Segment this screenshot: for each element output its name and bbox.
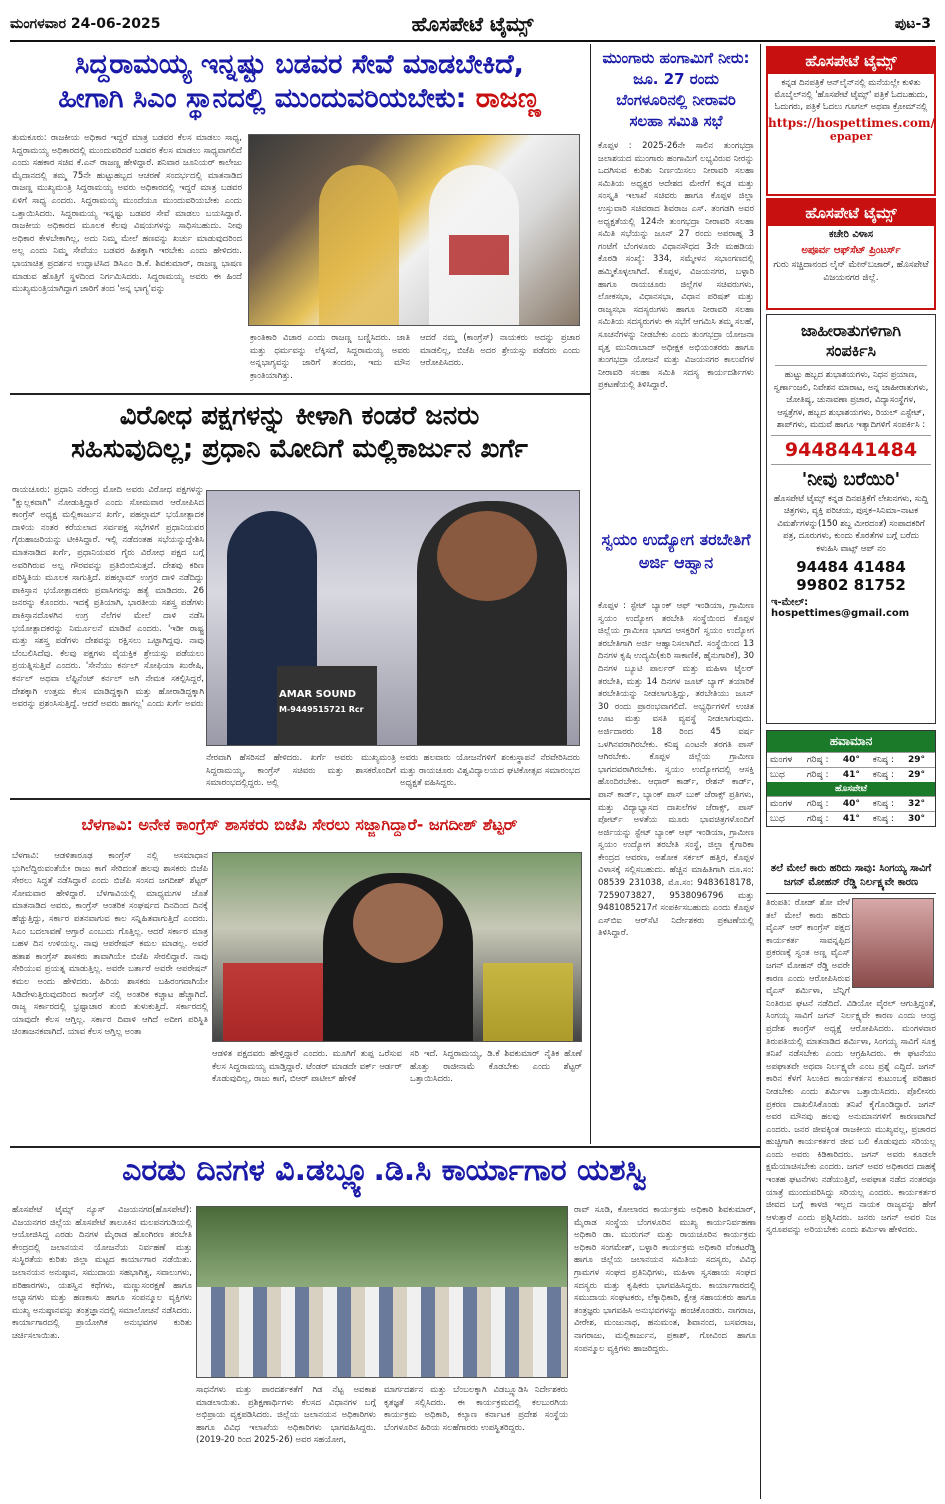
printer-name: ಅಪೂರ್ವ ಆಫ್‌ಸೆಟ್ ಪ್ರಿಂಟರ್ಸ್	[801, 245, 901, 256]
weather-min-label: ಕನಿಷ್ಠ :	[870, 812, 905, 827]
column-divider	[760, 44, 761, 1499]
ads-title-1: ಜಾಹೀರಾತುಗಳಿಗಾಗಿ	[800, 321, 902, 340]
newspaper-name: ಹೊಸಪೇಟೆ ಟೈಮ್ಸ್	[411, 12, 534, 36]
story-3-caption-right: ಸರಿ ಇದೆ. ಸಿದ್ದರಾಮಯ್ಯ, ಡಿ.ಕೆ ಶಿವಕುಮಾರ್ ನೈತಿಕ ಹೊಣೆ ಹೊತ್ತು ರಾಜೀನಾಮೆ ಕೊಡಬೇಕು ಎಂದು ಶೆಟ್ಟರ್ ಒತ್ತಾಯಿಸಿದರು.	[410, 1049, 582, 1085]
story-divider	[10, 393, 590, 395]
page-number: ಪುಟ-3	[894, 16, 931, 32]
weather-table	[767, 752, 935, 782]
weather-min: 29°	[905, 768, 935, 783]
write-to-us-text: ಹೊಸಪೇಟೆ ಟೈಮ್ಸ್ ಕನ್ನಡ ದಿನಪತ್ರಿಕೆಗೆ ಲೇಖನಗಳು, ಸುದ್ದಿ ಚಿತ್ರಗಳು, ವ್ಯಕ್ತಿ ಪರಿಚಯ, ಪುಸ್ತಕ–ಸಿನಿಮಾ–ನಾಟಕ ವಿಮರ್ಶೆಗಳನ್ನು(150 ಶಬ್ದ ಮೀರದಂತೆ) ಸಂಪಾದಕರಿಗೆ ಪತ್ರ, ದೂರುಗಳು, ಕುಂದು ಕೊರತೆಗಳ ಬಗ್ಗೆ ಬರೆದು ಕಳುಹಿಸಿ ವಾಟ್ಸ್ ಆಪ್ ನಂ	[773, 493, 929, 554]
weather-day: ಬುಧ	[767, 768, 804, 783]
story-4-caption-2: ಮಾರ್ಗದರ್ಶನ ಮತ್ತು ಬೆಂಬಲಕ್ಕಾಗಿ ವಿಡಬ್ಲ್ಯೂಡಿಸಿ ನಿರ್ದೇಶಕರು ಕೃತಜ್ಞತೆ ಸಲ್ಲಿಸಿದರು. ಈ ಕಾರ್ಯಕ್ರಮದಲ್ಲಿ ಕಲಬುರಗಿಯ ಕಾರ್ಯಕ್ರಮ ಅಧಿಕಾರಿ, ಕಲ್ಯಾಣ ಕರ್ನಾಟಕ ಪ್ರದೇಶ ಸಂಸ್ಥೆಯ ಬೆಂಗಳೂರಿನ ಹಿರಿಯ ಸಲಹೆಗಾರರು ಉಪಸ್ಥಿತರಿದ್ದರು.	[384, 1385, 568, 1433]
email-address[interactable]: hospettimes@gmail.com	[771, 608, 910, 619]
story-2	[12, 400, 587, 465]
story-1-headline-highlight: ರಾಜಣ್ಣ	[475, 82, 541, 114]
story-4-right-column: ರಾವ್ ಸೂಡಿ, ಕೋಲಾರದ ಕಾರ್ಯಕ್ರಮ ಅಧಿಕಾರಿ ಶಿವಕುಮಾರ್, ಮೈರಾಡ ಸಂಸ್ಥೆಯ ಬೆಂಗಳೂರಿನ ಮುಖ್ಯ ಕಾರ್ಯನಿರ್ವಹಣಾ ಅಧಿಕಾರಿ ಡಾ. ಮುರುಗನ್ ಮತ್ತು ರಾಯಚೂರಿನ ಕಾರ್ಯಕ್ರಮ ಅಧಿಕಾರಿ ಸಂಗಮೇಶ್, ಬಳ್ಳಾರಿ ಕಾರ್ಯಕ್ರಮ ಅಧಿಕಾರಿ ವೆಂಕಟರೆಡ್ಡಿ ಹಾಗೂ ಜಿಲ್ಲೆಯ ಜಲಾನಯನ ಸಮಿತಿಯ ಸದಸ್ಯರು, ವಿವಿಧ ಗ್ರಾಮಗಳ ಸಂಘದ ಪ್ರತಿನಿಧಿಗಳು, ಮಹಿಳಾ ಸ್ವಸಹಾಯ ಸಂಘದ ಸದಸ್ಯರು ಮತ್ತು ಕೃಷಿಕರು ಭಾಗವಹಿಸಿದ್ದರು. ಕಾರ್ಯಾಗಾರದಲ್ಲಿ ಸಮುದಾಯ ಸಂಘಟಕರು, ಲೆಕ್ಕಾಧಿಕಾರಿ, ಕ್ಷೇತ್ರ ಸಹಾಯಕರು ಹಾಗೂ ತಂತ್ರಜ್ಞರು ಭಾಗವಹಿಸಿ ಅನುಭವಗಳನ್ನು ಹಂಚಿಕೊಂಡರು. ನಾಗರಾಜ, ವೀರೇಶ, ಮಂಜುನಾಥ, ಹನುಮಂತ, ಶಿವಾನಂದ, ಬಸವರಾಜ, ನಾಗರಾಜು, ಮಲ್ಲಿಕಾರ್ಜುನ, ಪ್ರಕಾಶ್, ಗೋವಿಂದ ಹಾಗೂ ಸಂಪನ್ಮೂಲ ವ್ಯಕ್ತಿಗಳು ಹಾಜರಿದ್ದರು.	[574, 1205, 756, 1354]
story-4-caption-1: ಸಾಧನೆಗಳು ಮತ್ತು ಪಾರದರ್ಶಕತೆಗೆ ಗಿಡ ನೆಟ್ಟ ಅವಕಾಶ ಮಾಡಲಾಯಿತು. ಪ್ರಶಿಕ್ಷಣಾರ್ಥಿಗಳು ಕೆಲಸದ ವಿಧಾನಗಳ ಬಗ್ಗೆ ಅಭಿಪ್ರಾಯ ವ್ಯಕ್ತಪಡಿಸಿದರು. ಜಿಲ್ಲೆಯ ಜಲಾನಯನ ಅಧಿಕಾರಿಗಳು ಹಾಗೂ ವಿವಿಧ ಇಲಾಖೆಯ ಅಧಿಕಾರಿಗಳು ಭಾಗವಹಿಸಿದ್ದರು. (2019-20 ರಿಂದ 2025-26) ಅವರ ಸಹಯೋಗ,	[196, 1385, 376, 1446]
col3-story1-body: ಕೊಪ್ಪಳ : 2025-26ನೇ ಸಾಲಿನ ತುಂಗಭದ್ರಾ ಜಲಾಶಯದ ಮುಂಗಾರು ಹಂಗಾಮಿಗೆ ಲಭ್ಯವಿರುವ ನೀರನ್ನು ಒದಗಿಸುವ ಕುರಿತು ನಿರ್ಣಯಿಸಲು ನೀರಾವರಿ ಸಲಹಾ ಸಮಿತಿಯ ಅಧ್ಯಕ್ಷರ ಆದೇಶದ ಮೇರೆಗೆ ಕನ್ನಡ ಮತ್ತು ಸಂಸ್ಕೃತಿ ಇಲಾಖೆ ಸಚಿವರು ಹಾಗೂ ಕೊಪ್ಪಳ ಜಿಲ್ಲಾ ಉಸ್ತುವಾರಿ ಸಚಿವರಾದ ಶಿವರಾಜ ಎಸ್. ತಂಗಡಗಿ ಅವರ ಅಧ್ಯಕ್ಷತೆಯಲ್ಲಿ 124ನೇ ತುಂಗಭದ್ರಾ ನೀರಾವರಿ ಸಲಹಾ ಸಮಿತಿ ಸಭೆಯನ್ನು ಜೂನ್ 27 ರಂದು ಅಪರಾಹ್ನ 3 ಗಂಟೆಗೆ ಬೆಂಗಳೂರು ವಿಧಾನಸೌಧದ 3ನೇ ಮಹಡಿಯ ಕೊಠಡಿ ಸಂಖ್ಯೆ: 334, ಸಮ್ಮೇಳನ ಸಭಾಂಗಣದಲ್ಲಿ ಹಮ್ಮಿಕೊಳ್ಳಲಾಗಿದೆ. ಕೊಪ್ಪಳ, ವಿಜಯನಗರ, ಬಳ್ಳಾರಿ ಹಾಗೂ ರಾಯಚೂರು ಜಿಲ್ಲೆಗಳ ಸಚಿವರುಗಳು, ಲೋಕಸಭಾ, ವಿಧಾನಸಭಾ, ವಿಧಾನ ಪರಿಷತ್ ಮತ್ತು ರಾಜ್ಯಸಭಾ ಸದಸ್ಯರುಗಳು ಹಾಗೂ ನೀರಾವರಿ ಸಲಹಾ ಸಮಿತಿಯ ಸದಸ್ಯರುಗಳು ಈ ಸಭೆಗೆ ಆಗಮಿಸಿ ತಮ್ಮ ಸಲಹೆ, ಸೂಚನೆಗಳನ್ನು ನೀಡಬೇಕು ಎಂದು ತುಂಗಭದ್ರಾ ಯೋಜನಾ ವೃತ್ತ ಮುನಿರಾಬಾದ್ ಅಧೀಕ್ಷಕ ಅಭಿಯಂತರರು ಹಾಗೂ ತುಂಗಭದ್ರಾ ಯೋಜನೆ ಮತ್ತು ವಿಜಯನಗರ ಕಾಲುವೆಗಳ ನೀರಾವರಿ ಸಲಹಾ ಸಮಿತಿ ಸದಸ್ಯ ಕಾರ್ಯದರ್ಶಿಗಳು ಪ್ರಕಟಣೆಯಲ್ಲಿ ತಿಳಿಸಿದ್ದಾರೆ.	[598, 141, 754, 391]
story-divider	[10, 1146, 760, 1148]
story-3-photo	[212, 852, 582, 1042]
weather-max: 40°	[840, 753, 870, 768]
weather-max: 41°	[840, 812, 870, 827]
epaper-ad-text: ಕನ್ನಡ ದಿನಪತ್ರಿಕೆ ಆನ್‌ಲೈನ್‌ನಲ್ಲಿ ಮನೆಯಲ್ಲೇ ಕುಳಿತು ಮೊಬೈಲ್‌ನಲ್ಲಿ 'ಹೊಸಪೇಟೆ ಟೈಮ್ಸ್' ಪತ್ರಿಕೆ ಓದಬಹುದು, ಓದುಗರು, ಪತ್ರಿಕೆ ಓದಲು ಗೂಗಲ್ ಅಥವಾ ಕ್ರೋಮ್‌ನಲ್ಲಿ	[774, 78, 928, 112]
weather-min-label: ಕನಿಷ್ಠ :	[870, 753, 905, 768]
story-2-caption-left: ನೇರವಾಗಿ ಹೆಸರಿಸದೆ ಹೇಳಿದರು. ಖರ್ಗೆ ಅವರು ಮುಖ್ಯಮಂತ್ರಿ ಸಿದ್ದರಾಮಯ್ಯ, ಕಾಂಗ್ರೆಸ್ ಸಚಿವರು ಮತ್ತು ಶಾಸಕರೊಂದಿಗೆ ಸಮಾರಂಭದಲ್ಲಿದ್ದರು. ಅಲ್ಲಿ	[206, 753, 396, 789]
weather-row	[767, 768, 935, 783]
weather-min: 32°	[905, 797, 935, 812]
photo-label-amar-sound: AMAR SOUND	[279, 689, 357, 700]
weather-max-label: ಗರಿಷ್ಠ :	[804, 812, 840, 827]
weather-max: 40°	[840, 797, 870, 812]
weather-day: ಬುಧ	[767, 812, 804, 827]
story-2-headline-line1: ವಿರೋಧ ಪಕ್ಷಗಳನ್ನು ಕೀಳಾಗಿ ಕಂಡರೆ ಜನರು	[119, 401, 480, 431]
epaper-ad-title: ಹೊಸಪೇಟೆ ಟೈಮ್ಸ್	[768, 48, 934, 74]
column-divider	[590, 44, 591, 1144]
story-2-body: ರಾಯಚೂರು: ಪ್ರಧಾನಿ ನರೇಂದ್ರ ಮೋದಿ ಅವರು ವಿರೋಧ ಪಕ್ಷಗಳನ್ನು "ಕ್ಷುಲ್ಲಕವಾಗಿ" ನೋಡುತ್ತಿದ್ದಾರೆ ಎಂದು ಸೋಮವಾರ ಆರೋಪಿಸಿದ ಕಾಂಗ್ರೆಸ್ ಅಧ್ಯಕ್ಷ ಮಲ್ಲಿಕಾರ್ಜುನ ಖರ್ಗೆ, ಪಹಲ್ಗಾಮ್ ಭಯೋತ್ಪಾದಕ ದಾಳಿಯ ನಂತರ ಕರೆಯಲಾದ ಸರ್ವಪಕ್ಷ ಸಭೆಗಳಿಗೆ ಪ್ರಧಾನಿಯವರ ಗೈರುಹಾಜರಿಯನ್ನು ಟೀಕಿಸಿದ್ದಾರೆ. ಇಲ್ಲಿ ನಡೆದಂತಹ ಸಭೆಯನ್ನುದ್ದೇಶಿಸಿ ಮಾತನಾಡಿದ ಖರ್ಗೆ, ಪ್ರಧಾನಿಯವರ ಗೈರು ವಿರೋಧ ಪಕ್ಷದ ಬಗ್ಗೆ ಅವರಿಗಿರುವ ಅಲ್ಪ ಗೌರವವನ್ನು ಪ್ರತಿಬಿಂಬಿಸುತ್ತದೆ. ದೇಶವು ಕಠಿಣ ಪರಿಸ್ಥಿತಿಯ ಮೂಲಕ ಸಾಗುತ್ತಿದೆ. ಪಹಲ್ಗಾಮ್ ಉಗ್ರರ ದಾಳಿ ನಡೆದಿದ್ದು ಪಾಕಿಸ್ತಾನ ಭಯೋತ್ಪಾದಕರು ಪ್ರವಾಸಿಗರನ್ನು ಹತ್ಯೆ ಮಾಡಿದರು. 26 ಜನರನ್ನು ಕೊಂದರು. ಇದಕ್ಕೆ ಪ್ರತಿಯಾಗಿ, ಭಾರತೀಯ ಸಶಸ್ತ್ರ ಪಡೆಗಳು ಪಾಕಿಸ್ತಾನದೊಳಗಿನ ಉಗ್ರ ನೆಲೆಗಳ ಮೇಲೆ ದಾಳಿ ನಡೆಸಿ ಭಯೋತ್ಪಾದಕರನ್ನು ನಿರ್ಮೂಲನೆ ಮಾಡಿವೆ ಎಂದರು. 'ಇಡೀ ರಾಷ್ಟ್ರ ಮತ್ತು ಸಶಸ್ತ್ರ ಪಡೆಗಳು ದೇಶವನ್ನು ರಕ್ಷಿಸಲು ಒಟ್ಟಾಗಿದ್ದವು. ನಾವು ಬೆಂಬಲಿಸಿದೆವು. ಕೆಲವು ಪಕ್ಷಗಳು ವೈಯಕ್ತಿಕ ಶ್ರೇಯಸ್ಸು ಪಡೆಯಲು ಪ್ರಯತ್ನಿಸುತ್ತಿವೆ ಎಂದರು. 'ಸೇನೆಯು ಕರ್ನಲ್ ಸೋಫಿಯಾ ಖುರೇಷಿ, ಕರ್ನಲ್ ಅಥವಾ ಲೆಫ್ಟಿನೆಂಟ್ ಕರ್ನಲ್ ಅಗಿ ನೇಮಕ ಸಕಲ್ಪಿಸಿದ್ದರೆ, ದೇಶಕ್ಕಾಗಿ ಉತ್ತಮ ಕೆಲಸ ಮಾಡಿದ್ದಕ್ಕಾಗಿ ಮತ್ತು ಹೋರಾಡಿದ್ದಕ್ಕಾಗಿ ಅವರನ್ನು ಪ್ರಶಂಸಿಸುತ್ತಿದ್ದೆ. ಆದರೆ ಅವರು ಹಾಗಲ್ಲ' ಎಂದು ಖರ್ಗೆ ಅವರು	[12, 485, 204, 710]
weather-max-label: ಗರಿಷ್ಠ :	[804, 768, 840, 783]
weather-row	[767, 812, 935, 827]
side-story-photo	[852, 898, 934, 988]
office-label: ಕಚೇರಿ ವಿಳಾಸ	[828, 229, 874, 240]
story-1-photo	[248, 134, 580, 326]
col3-story1-headline: ಮುಂಗಾರು ಹಂಗಾಮಿಗೆ ನೀರು: ಜೂ. 27 ರಂದು ಬೆಂಗಳೂರಿನಲ್ಲಿ ನೀರಾವರಿ ಸಲಹಾ ಸಮಿತಿ ಸಭೆ	[602, 49, 750, 130]
side-story-headline: ತಲೆ ಮೇಲೆ ಕಾರು ಹರಿದು ಸಾವು: ಸಿಂಗಯ್ಯ ಸಾವಿಗೆ ಜಗನ್ ಮೋಹನ್ ರೆಡ್ಡಿ ನಿರ್ಲಕ್ಷ್ಯವೇ ಕಾರಣ	[766, 862, 936, 894]
office-address-ad	[766, 198, 936, 310]
office-ad-title: ಹೊಸಪೇಟೆ ಟೈಮ್ಸ್	[768, 200, 934, 226]
issue-date: ಮಂಗಳವಾರ 24-06-2025	[10, 16, 161, 32]
weather-min: 30°	[905, 812, 935, 827]
story-4-headline: ಎರಡು ದಿನಗಳ ವಿ.ಡಬ್ಲ್ಯೂ.ಡಿ.ಸಿ ಕಾರ್ಯಾಗಾರ ಯಶಸ್ವಿ	[122, 1153, 647, 1188]
story-3-body: ಬೆಳಗಾವಿ: ಆಡಳಿತಾರೂಢ ಕಾಂಗ್ರೆಸ್ ನಲ್ಲಿ ಅಸಮಾಧಾನ ಭುಗಿಲೆದ್ದಿರುವಂತೆಯೇ ರಾಜು ಕಾಗೆ ಸೇರಿದಂತೆ ಹಲವು ಶಾಸಕರು ಬಿಜೆಪಿ ಸೇರಲು ಸಿದ್ಧತೆ ನಡೆಸಿದ್ದಾರೆ ಎಂದು ಬಿಜೆಪಿ ಸಂಸದ ಜಗದೀಶ್ ಶೆಟ್ಟರ್ ಸೋಮವಾರ ಹೇಳಿದ್ದಾರೆ. ಬೆಳಗಾವಿಯಲ್ಲಿ ಮಾಧ್ಯಮಗಳ ಜೊತೆ ಮಾತನಾಡಿದ ಅವರು, ಕಾಂಗ್ರೆಸ್ ಆಂತರಿಕ ಸಂಘರ್ಷದ ದಿನದಿಂದ ದಿನಕ್ಕೆ ಹೆಚ್ಚುತ್ತಿದ್ದು, ಸರ್ಕಾರ ಪತನವಾಗುವ ಕಾಲ ಸನ್ನಿಹಿತವಾಗುತ್ತಿದೆ ಎಂದರು. ಸಿಎಂ ಬದಲಾವಣೆ ಆಗ್ತಾರೆ ಎಂಬುದು ಗೊತ್ತಿಲ್ಲ. ಆದರೆ ಸರ್ಕಾರ ಮಾತ್ರ ಬಹಳ ದಿನ ಉಳಿಯಲ್ಲ. ನಾವು ಆಪರೇಷನ್ ಕಮಲ ಮಾಡಲ್ಲ. ಅವರೆ ಹತಾಶ ಕಾಂಗ್ರೆಸ್ ಶಾಸಕರು ತಾವಾಗಿಯೇ ಬಿಜೆಪಿ ಸೇರಲಿದ್ದಾರೆ. ನಾವು ಸೇರಿಯುವ ಪ್ರಯತ್ನ ಮಾಡುತ್ತಿಲ್ಲ. ಅವರೇ ಬರ್ತಾರೆ ಅವರೇ ಆಪರೇಷನ್ ಕಮಲ ಅಂದು ಹೇಳಿದರು. ಹಿರಿಯ ಶಾಸಕರು ಬಹಿರಂಗವಾಗಿಯೇ ಸಿಡಿದೇಳುತ್ತಿರುವುದರಿಂದ ಕಾಂಗ್ರೆಸ್ ನಲ್ಲಿ ಅಂತರಿಕ ಕಚ್ಚಾಟ ಹೆಚ್ಚಾಗಿದೆ. ರಾಜ್ಯ ಸರ್ಕಾರದಲ್ಲಿ ಭ್ರಷ್ಟಾಚಾರ ತುಂಬಿ ತುಳುಕುತ್ತಿದೆ. ಸರ್ಕಾರದಲ್ಲಿ ಯಾವುದೇ ಕೆಲಸ ಆಗ್ತಿಲ್ಲ. ಸರ್ಕಾರ ದಿವಾಳಿ ಆಗಿದೆ ಅದೀಗ ಪರಿಸ್ಥಿತಿ ಚಿಂತಾಜನಕವಾಗಿದೆ. ಯಾವ ಕೆಲಸ ಆಗ್ತಿಲ್ಲ ಅಂತಾ	[12, 851, 208, 1038]
story-1-caption-left: ಕ್ರಾಂತಿಕಾರಿ ವಿಚಾರ ಎಂದು ರಾಜಣ್ಣ ಬಣ್ಣಿಸಿದರು. ಜಾತಿ ಮತ್ತು ಧರ್ಮವನ್ನು ಲೆಕ್ಕಿಸದೆ, ಸಿದ್ದರಾಮಯ್ಯ ಅವರು ಅನ್ನಭಾಗ್ಯವನ್ನು ಜಾರಿಗೆ ತಂದರು, ಇದು ಮೌನ ಕ್ರಾಂತಿಯಾಗಿತ್ತು.	[250, 333, 410, 381]
photo-label-phone: M-9449515721 Rcr	[279, 705, 364, 714]
ads-contact-box	[766, 314, 936, 724]
weather-max-label: ಗರಿಷ್ಠ :	[804, 753, 840, 768]
weather-city-title: ಹೊಸಪೇಟೆ	[767, 782, 935, 796]
story-4-body: ಹೊಸಪೇಟೆ ಟೈಮ್ಸ್ ನ್ಯೂಸ್ ವಿಜಯನಗರ(ಹೊಸಪೇಟೆ): ವಿಜಯನಗರ ಜಿಲ್ಲೆಯ ಹೊಸಪೇಟೆ ತಾಲೂಕಿನ ಮಲಪನಗುಡಿಯಲ್ಲಿ ಆಯೋಜಿಸಿದ್ದ ಎರಡು ದಿನಗಳ ಮೈರಾಡ ಹೊಂಗಿರಣ ತರಬೇತಿ ಕೇಂದ್ರದಲ್ಲಿ ಜಲಾನಯನ ಯೋಜನೆಯ ನಿರ್ವಹಣೆ ಮತ್ತು ಸುಸ್ಥಿರತೆಯ ಕುರಿತು ಜಿಲ್ಲಾ ಮಟ್ಟದ ಕಾರ್ಯಾಗಾರ ನಡೆಯಿತು. ಜಲಾನಯನ ಅನುಷ್ಠಾನ, ಸಮುದಾಯ ಸಹಭಾಗಿತ್ವ, ಸವಾಲುಗಳು, ಪರಿಹಾರಗಳು, ಯಶಸ್ವಿನ ಕಥೆಗಳು, ಮಣ್ಣುಸಂರಕ್ಷಣೆ ಹಾಗೂ ಅಭ್ಯಾಸಗಳು ಮತ್ತು ಹಣಕಾಸು ಹಾಗೂ ಸಂಪನ್ಮೂಲ ವ್ಯಕ್ತಿಗಳು ಮುಖ್ಯ ಅನುಷ್ಠಾನವನ್ನು ತಂತ್ರಜ್ಞಾನದಲ್ಲಿ ಸಮಾಲೋಚನೆ ನಡೆಸಿದರು. ಕಾರ್ಯಾಗಾರದಲ್ಲಿ ಪ್ರಾಯೋಗಿಕ ಅನುಭವಗಳ ಕುರಿತು ಚರ್ಚಿಸಲಾಯಿತು.	[12, 1205, 192, 1341]
weather-row	[767, 753, 935, 768]
story-4-photo	[196, 1206, 568, 1378]
story-1-caption-right: ಆದರೆ ನಮ್ಮ (ಕಾಂಗ್ರೆಸ್) ನಾಯಕರು ಅದನ್ನು ಪ್ರಚಾರ ಮಾಡಲಿಲ್ಲ, ಬಿಜೆಪಿ ಅದರ ಶ್ರೇಯಸ್ಸು ಪಡೆದರು ಎಂದು ಆರೋಪಿಸಿದರು.	[420, 333, 580, 369]
epaper-label: epaper	[829, 130, 873, 143]
weather-title: ಹವಾಮಾನ	[767, 731, 935, 752]
weather-day: ಮಂಗಳ	[767, 753, 804, 768]
story-1-headline-line2: ಹೀಗಾಗಿ ಸಿಎಂ ಸ್ಥಾನದಲ್ಲಿ ಮುಂದುವರಿಯಬೇಕು:	[58, 82, 476, 114]
story-3-caption-left: ಆಡಳಿತ ಪಕ್ಷದವರು ಹೇಳ್ತಿದ್ದಾರೆ ಎಂದರು. ಮೂಗಿಗೆ ತುಪ್ಪ ಒರೆಸುವ ಕೆಲಸ ಸಿದ್ದರಾಮಯ್ಯ ಮಾಡ್ತಿದ್ದಾರೆ. ಟೆಂಡರ್ ಮಾಡದೇ ವರ್ಕ್ ಆರ್ಡರ್ ಕೊಡುವುದಿಲ್ಲ, ರಾಜು ಕಾಗೆ, ಬಿಆರ್ ಪಾಟೀಲ್ ಹೇಳಿಕೆ	[212, 1049, 402, 1085]
story-2-caption-right: ಅವರು ಹಲವಾರು ಯೋಜನೆಗಳಿಗೆ ಶಂಕುಸ್ಥಾಪನೆ ನೆರವೇರಿಸಿದರು ಮತ್ತು ರಾಯಚೂರು ವಿಶ್ವವಿದ್ಯಾಲಯದ ಘಟಿಕೋತ್ಸವ ಸಮಾರಂಭದ ಅಧ್ಯಕ್ಷತೆ ವಹಿಸಿದ್ದರು.	[400, 753, 580, 789]
weather-min: 29°	[905, 753, 935, 768]
weather-table-city	[767, 796, 935, 826]
story-1-body: ತುಮಕೂರು: ರಾಜಕೀಯ ಅಧಿಕಾರ ಇದ್ದರೆ ಮಾತ್ರ ಬಡವರ ಕೆಲಸ ಮಾಡಲು ಸಾಧ್ಯ, ಸಿದ್ದರಾಮಯ್ಯ ಅಧಿಕಾರದಲ್ಲಿ ಮುಂದುವರಿದರೆ ಬಡವರ ಕೆಲಸ ಮಾಡಲು ಸಾಧ್ಯವಾಗಲಿದೆ ಎಂದು ಸಹಕಾರ ಸಚಿವ ಕೆ.ಎನ್ ರಾಜಣ್ಣ ಹೇಳಿದ್ದಾರೆ. ಶನಿವಾರ ಜೂನಿಯರ್ ಕಾಲೇಜು ಮೈದಾನದಲ್ಲಿ ತಮ್ಮ 75ನೇ ಹುಟ್ಟುಹಬ್ಬದ ಆಚರಣೆ ಸಂದರ್ಭದಲ್ಲಿ ಮಾತನಾಡಿದ ರಾಜಣ್ಣ ಮುಖ್ಯಮಂತ್ರಿ ಸಿದ್ದರಾಮಯ್ಯ ಅವರು ಅಧಿಕಾರದಲ್ಲಿ ಇದ್ದರೆ ಮಾತ್ರ ಬಡವರ ಏಳಿಗೆ ಸಾಧ್ಯ ಎಂದರು. ಸಿದ್ದರಾಮಯ್ಯ ಮುಂದೆಯೂ ಮುಂದುವರಿಯಬೇಕು ಎಂದು ಒತ್ತಾಯಿಸಿದರು. ಸಿದ್ದರಾಮಯ್ಯ ಇನ್ನಷ್ಟು ಬಡವರ ಸೇವೆ ಮಾಡಲು ಬಯಸಿದ್ದಾರೆ. ರಾಜಕೀಯ ಅಧಿಕಾರದ ಮೂಲಕ ಕೆಲವು ವಿಷಯಗಳನ್ನು ಸಾಧಿಸಬಹುದು. ನೀವು ಅಧಿಕಾರ ಕೇಳಬೇಕಾಗಿಲ್ಲ, ಅದು ನಿಮ್ಮ ಮೇಲೆ ಹಣವನ್ನು ಖರ್ಚು ಮಾಡುವುದರಿಂದ ಅಲ್ಲ ಎಂದು ನಿಮ್ಮ ಸೇವೆಯು ಬಡವರ ಹಿತಕ್ಕಾಗಿ ಇರಬೇಕು ಎಂದು ಹೇಳಿದರು. ಭಾಯಾಚಿತ್ರ ಪ್ರದರ್ಶನ ಉದ್ಘಾಟಿಸಿದ ಡಿಸಿಎಂ ಡಿ.ಕೆ. ಶಿವಕುಮಾರ್, ರಾಜಣ್ಣ ಭಾಷಣ ಮಾಡುವ ಹೊತ್ತಿಗೆ ಸ್ಥಳದಿಂದ ನಿರ್ಗಮಿಸಿದರು. ಸಿದ್ದರಾಮಯ್ಯ ಅವರು ಈ ಹಿಂದೆ ಮುಖ್ಯಮಂತ್ರಿಯಾಗಿದ್ದಾಗ ಜಾರಿಗೆ ತಂದ 'ಅನ್ನ ಭಾಗ್ಯ'ವನ್ನು	[12, 133, 242, 295]
story-1	[12, 48, 587, 116]
office-address: ಗುರು ಸಚ್ಚಿದಾನಂದ ಲೈನ್ ಮೇನ್‌ಬಜಾರ್, ಹೊಸಪೇಟೆ ವಿಜಯನಗರ ಜಿಲ್ಲೆ.	[773, 260, 929, 283]
col3-story2-headline: ಸ್ವಯಂ ಉದ್ಯೋಗ ತರಬೇತಿಗೆ ಅರ್ಜಿ ಆಹ್ವಾನ	[601, 530, 751, 572]
whatsapp-phone-1[interactable]: 94484 41484	[796, 558, 906, 576]
story-2-headline-line2: ಸಹಿಸುವುದಿಲ್ಲ; ಪ್ರಧಾನಿ ಮೋದಿಗೆ ಮಲ್ಲಿಕಾರ್ಜುನ ಖರ್ಗೆ	[71, 433, 528, 464]
story-3-headline: ಬೆಳಗಾವಿ: ಅನೇಕ ಕಾಂಗ್ರೆಸ್ ಶಾಸಕರು ಬಿಜೆಪಿ ಸೇರಲು ಸಜ್ಜಾಗಿದ್ದಾರೆ- ಜಗದೀಶ್ ಶೆಟ್ಟರ್	[81, 815, 518, 834]
weather-max-label: ಗರಿಷ್ಠ :	[804, 797, 840, 812]
weather-min-label: ಕನಿಷ್ಠ :	[870, 797, 905, 812]
ads-description: ಹುಟ್ಟು ಹಬ್ಬದ ಶುಭಾಶಯಗಳು, ನಿಧನ ಪ್ರಯಾಣ, ಸ್ವರ್ಣಾಂಜಲಿ, ನಿವೇಶನ ಮಾರಾಟ, ಅನ್ನ ಜಾಹೀರಾತುಗಳು, ಜೋತಿಷ್ಯ, ಚುನಾವಣಾ ಪ್ರಚಾರ, ವಿದ್ಯಾಸಂಸ್ಥೆಗಳ, ಆಸ್ಪತ್ರೆಗಳ, ಹಬ್ಬದ ಶುಭಾಶಯಗಳು, ರಿಯಲ್ ಎಸ್ಟೇಟ್, ಶಾಪ್‌ಗಳು, ಮದುವೆ ಹಾಗೂ ಇತ್ಯಾದಿಗಳಿಗೆ ಸಂಪರ್ಕಿಸಿ :	[773, 370, 929, 430]
epaper-url-link[interactable]: https://hospettimes.com/	[768, 116, 935, 130]
side-story	[766, 862, 936, 1489]
weather-day: ಮಂಗಳ	[767, 797, 804, 812]
ads-title-2: ಸಂಪರ್ಕಿಸಿ	[775, 341, 927, 366]
col3-story2-body: ಕೊಪ್ಪಳ : ಸ್ಟೇಟ್ ಬ್ಯಾಂಕ್ ಆಫ್ ಇಂಡಿಯಾ, ಗ್ರಾಮೀಣ ಸ್ವಯಂ ಉದ್ಯೋಗ ತರಬೇತಿ ಸಂಸ್ಥೆಯಿಂದ ಕೊಪ್ಪಳ ಜಿಲ್ಲೆಯ ಗ್ರಾಮೀಣ ಭಾಗದ ಆಸಕ್ತರಿಗೆ ಸ್ವಯಂ ಉದ್ಯೋಗ ತರಬೇತಿಗಾಗಿ ಅರ್ಜಿ ಆಹ್ವಾನಿಸಲಾಗಿದೆ. ಸಂಸ್ಥೆಯಿಂದ 13 ದಿನಗಳ ಕೃಷಿ ಉದ್ಯಮಿ(ಕುರಿ ಸಾಕಾಣಿಕೆ, ಹೈನುಗಾರಿಕೆ), 30 ದಿನಗಳ ಬ್ಯೂಟಿ ಪಾರ್ಲರ್ ಮತ್ತು ಮಹಿಳಾ ಟೈಲರ್ ತರಬೇತಿ, ಮತ್ತು 14 ದಿನಗಳ ಜೂಟ್ ಬ್ಯಾಗ್ ತಯಾರಿಕೆ ತರಬೇತಿಯನ್ನು ನೀಡಲಾಗುತ್ತಿದ್ದು, ತರಬೇತಿಯು ಜೂನ್ 30 ರಂದು ಪ್ರಾರಂಭವಾಗಲಿದೆ. ಅಭ್ಯರ್ಥಿಗಳಿಗೆ ಉಚಿತ ಊಟ ಮತ್ತು ವಸತಿ ವ್ಯವಸ್ಥೆ ನೀಡಲಾಗುವುದು. ಅರ್ಜಿದಾರರು 18 ರಿಂದ 45 ವರ್ಷ ಒಳಗಿನವರಾಗಿರಬೇಕು. ಕನಿಷ್ಠ ಎಂಟನೇ ತರಗತಿ ಪಾಸ್ ಆಗಿರಬೇಕು. ಕೊಪ್ಪಳ ಜಿಲ್ಲೆಯ ಗ್ರಾಮೀಣ ಭಾಗದವರಾಗಿರಬೇಕು. ಸ್ವಯಂ ಉದ್ಯೋಗದಲ್ಲಿ ಆಸಕ್ತಿ ಹೊಂದಿರಬೇಕು. ಆಧಾರ್ ಕಾರ್ಡ್, ರೇಶನ್ ಕಾರ್ಡ್, ಪಾನ್ ಕಾರ್ಡ್, ಬ್ಯಾಂಕ್ ಪಾಸ್ ಬುಕ್ ಜೆರಾಕ್ಸ್ ಪ್ರತಿಗಳು, ಮತ್ತು ವಿದ್ಯಾಭ್ಯಾಸದ ದಾಖಲೆಗಳ ಜೆರಾಕ್ಸ್, ಪಾಸ್ ಪೋರ್ಟ್ ಅಳತೆಯ ಮೂರು ಭಾವಚಿತ್ರಗಳೊಂದಿಗೆ ಅರ್ಜಿಯನ್ನು ಸ್ಟೇಟ್ ಬ್ಯಾಂಕ್ ಆಫ್ ಇಂಡಿಯಾ, ಗ್ರಾಮೀಣ ಸ್ವಯಂ ಉದ್ಯೋಗ ತರಬೇತಿ ಸಂಸ್ಥೆ, ಜಿಲ್ಲಾ ಕೈಗಾರಿಕಾ ಕೇಂದ್ರದ ಆವರಣ, ಅಶೋಕ ಸರ್ಕಲ್ ಹತ್ತಿರ, ಕೊಪ್ಪಳ ವಿಳಾಸಕ್ಕೆ ಸಲ್ಲಿಸಬಹುದು. ಹೆಚ್ಚಿನ ಮಾಹಿತಿಗಾಗಿ ದೂ.ಸಂ: 08539 231038, ಮೊ.ಸಂ: 9483618178, 7259073827, 9538096796 ಮತ್ತು 9481085217ಗೆ ಸಂಪರ್ಕಿಸಬಹುದು ಎಂದು ಕೊಪ್ಪಳ ಎಸ್‌ಬಿಐ ಆರ್‌ಸೆಟಿ ನಿರ್ದೇಶಕರು ಪ್ರಕಟಣೆಯಲ್ಲಿ ತಿಳಿಸಿದ್ದಾರೆ.	[598, 601, 754, 939]
email-label: ಇ-ಮೇಲ್:	[771, 597, 809, 608]
weather-min-label: ಕನಿಷ್ಠ :	[870, 768, 905, 783]
whatsapp-phone-2[interactable]: 99802 81752	[796, 576, 906, 594]
ads-phone[interactable]: 9448441484	[771, 435, 931, 465]
write-to-us-title: 'ನೀವು ಬರೆಯಿರಿ'	[801, 468, 901, 490]
weather-row	[767, 797, 935, 812]
side-story-text: ತಿರುಪತಿ: ರೋಡ್ ಶೋ ವೇಳೆ ತಲೆ ಮೇಲೆ ಕಾರು ಹರಿದು ವೈಎಸ್ ಆರ್ ಕಾಂಗ್ರೆಸ್ ಪಕ್ಷದ ಕಾರ್ಯಕರ್ತ ಸಾವನ್ನಪ್ಪಿದ ಪ್ರಕರಣಕ್ಕೆ ಸ್ವಂತ ಅಣ್ಣ ವೈಎಸ್ ಜಗನ್ ಮೋಹನ್ ರೆಡ್ಡಿ ಅವರೇ ಕಾರಣ ಎಂದು ಆರೋಪಿಸಿರುವ ವೈಎಸ್ ಶರ್ಮಿಳಾ, ಬೆನ್ನಿಗೆ ನಿಂತಿರುವ ಘಟನೆ ನಡೆದಿದೆ. ವಿಡಿಯೋ ವೈರಲ್ ಆಗುತ್ತಿದ್ದಂತೆ, ಸಿಂಗಯ್ಯ ಸಾವಿಗೆ ಜಗನ್ ನಿರ್ಲಕ್ಷ್ಯವೇ ಕಾರಣ ಎಂದು ಆಂಧ್ರ ಪ್ರದೇಶ ಕಾಂಗ್ರೆಸ್ ಅಧ್ಯಕ್ಷೆ ಆರೋಪಿಸಿದರು. ಮಂಗಳವಾರ ತಿರುಪತಿಯಲ್ಲಿ ಮಾತನಾಡಿದ ಶರ್ಮಿಳಾ, ಸಿಂಗಯ್ಯ ಸಾವಿಗೆ ಸೂಕ್ತ ತನಿಖೆ ನಡೆಸಬೇಕು ಎಂದು ಆಗ್ರಹಿಸಿದರು. ಈ ಘಟನೆಯು ಅಪಘಾತವೇ ಅಥವಾ ನಿರ್ಲಕ್ಷ್ಯವೇ ಎಂಬ ಪ್ರಶ್ನೆ ಎದ್ದಿದೆ. ಜಗನ್ ಕಾರಿನ ಕೆಳಗೆ ಸಿಲುಕಿದ ಕಾರ್ಯಕರ್ತನ ಕುಟುಂಬಕ್ಕೆ ಪರಿಹಾರ ನೀಡಬೇಕು ಎಂದು ಶರ್ಮಿಳಾ ಒತ್ತಾಯಿಸಿದರು. ಪೊಲೀಸರು ಪ್ರಕರಣ ದಾಖಲಿಸಿಕೊಂಡು ತನಿಖೆ ಕೈಗೊಂಡಿದ್ದಾರೆ. ಜಗನ್ ಅವರ ಮೌನವು ಹಲವು ಅನುಮಾನಗಳಿಗೆ ಕಾರಣವಾಗಿದೆ ಎಂದರು. ಜನರ ಜೀವಕ್ಕಿಂತ ರಾಜಕೀಯ ಮುಖ್ಯವಲ್ಲ, ಪ್ರಚಾರದ ಹುಚ್ಚಿಗಾಗಿ ಕಾರ್ಯಕರ್ತರ ಜೀವ ಬಲಿ ಕೊಡುವುದು ಸರಿಯಲ್ಲ ಎಂದು ಅವರು ಕಿಡಿಕಾರಿದರು. ಜಗನ್ ಅವರು ಕೂಡಲೇ ಕ್ಷಮೆಯಾಚಿಸಬೇಕು ಎಂದರು. ಜಗನ್ ಅವರ ಅಧಿಕಾರದ ದಾಹಕ್ಕೆ ಇಂತಹ ಘಟನೆಗಳು ನಡೆಯುತ್ತಿವೆ, ಅಪಘಾತ ನಡೆದ ನಂತರವೂ ಯಾತ್ರೆ ಮುಂದುವರಿಸಿದ್ದು ಸರಿಯಲ್ಲ ಎಂದರು. ಕಾರ್ಯಕರ್ತರ ಜೀವದ ಬಗ್ಗೆ ಕಾಳಜಿ ಇಲ್ಲದ ನಾಯಕ ರಾಜ್ಯವನ್ನು ಹೇಗೆ ಆಳುತ್ತಾರೆ ಎಂದು ಪ್ರಶ್ನಿಸಿದರು. ಜನರು ಜಗನ್ ಅವರ ನಿಜ ಸ್ವರೂಪವನ್ನು ಅರಿಯಬೇಕು ಎಂದು ಶರ್ಮಿಳಾ ಹೇಳಿದರು.	[766, 898, 936, 1236]
story-2-photo	[206, 490, 580, 746]
weather-max: 41°	[840, 768, 870, 783]
epaper-ad	[766, 46, 936, 196]
weather-box	[766, 730, 936, 827]
story-divider	[10, 798, 590, 800]
story-1-headline: ಸಿದ್ದರಾಮಯ್ಯ ಇನ್ನಷ್ಟು ಬಡವರ ಸೇವೆ ಮಾಡಬೇಕಿದೆ,	[75, 49, 524, 80]
